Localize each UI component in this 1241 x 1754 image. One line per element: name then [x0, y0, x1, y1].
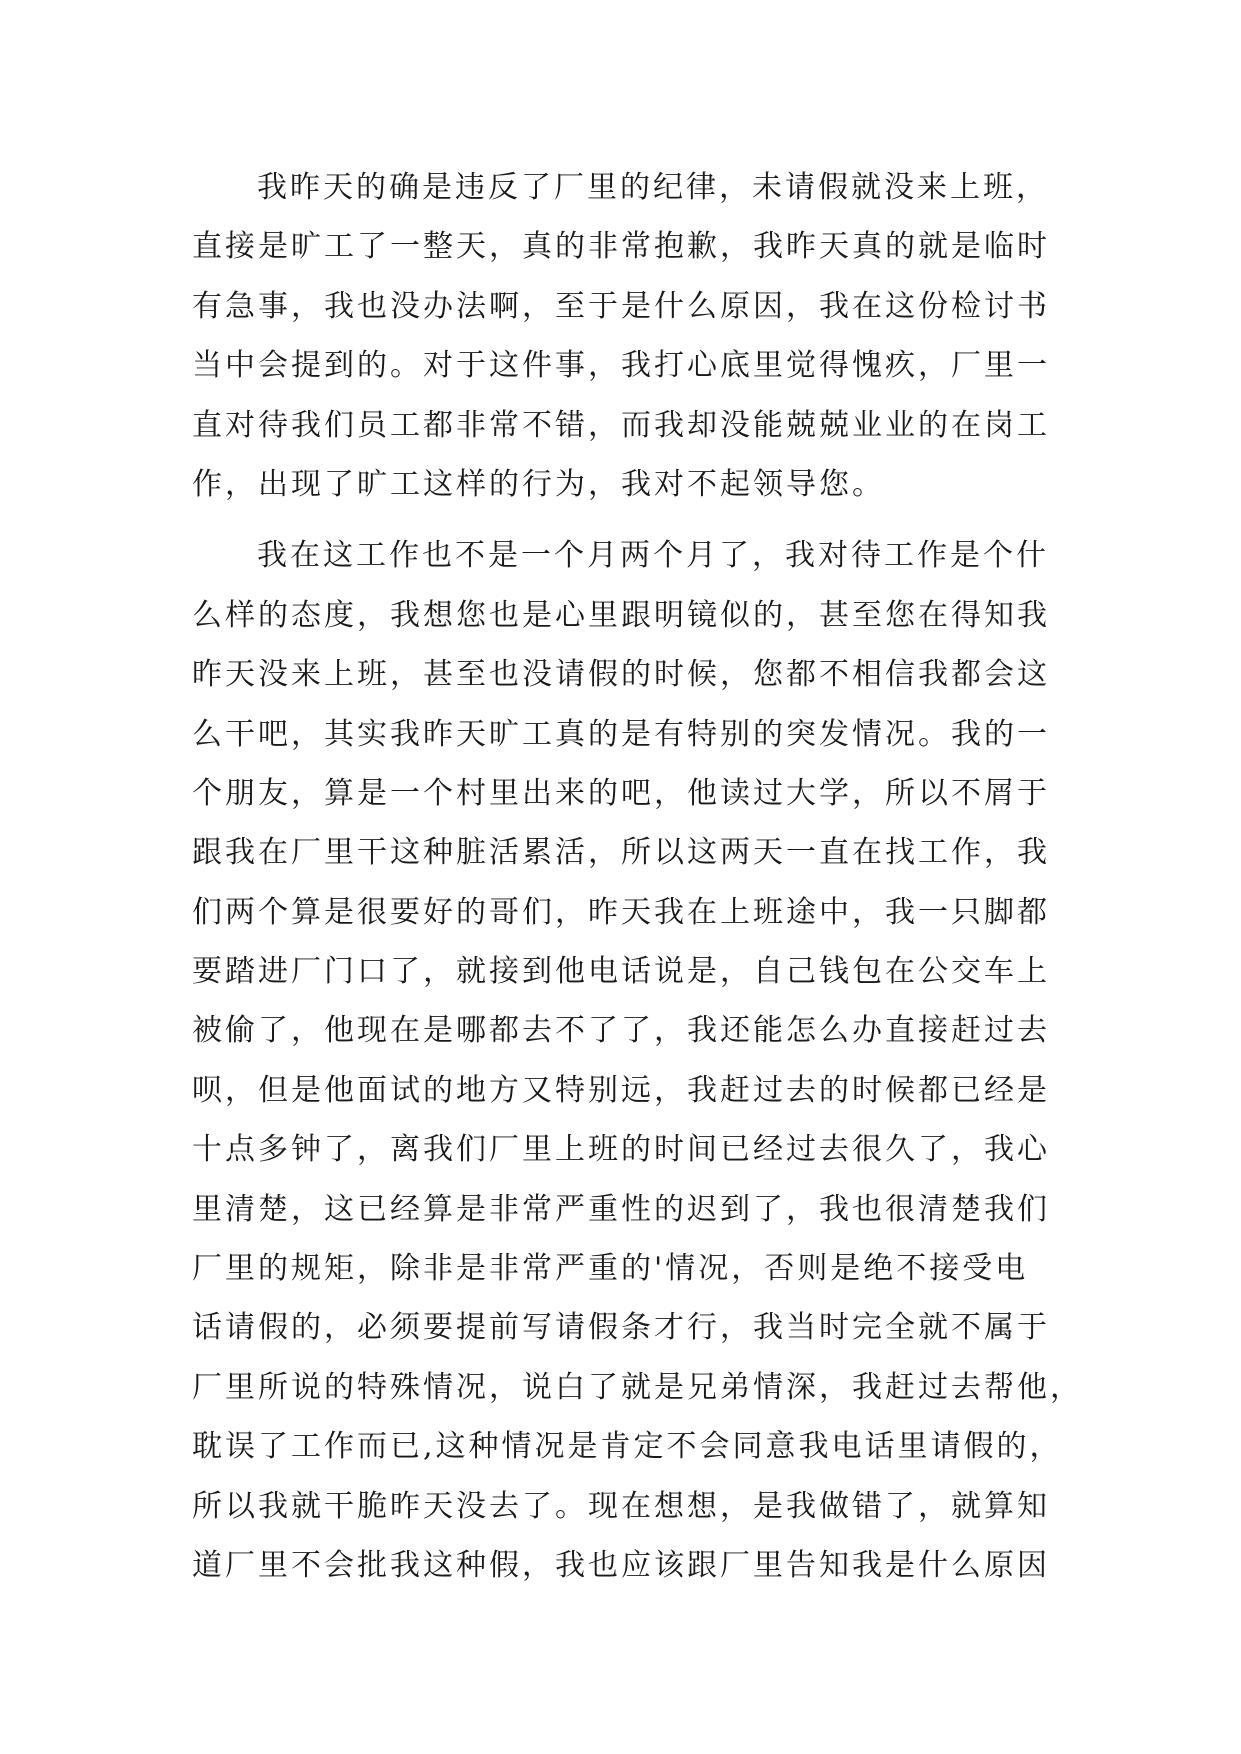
text-line: 要踏进厂门口了，就接到他电话说是，自己钱包在公交车上 — [192, 954, 1050, 990]
text-line: 厂里所说的特殊情况，说白了就是兄弟情深，我赶过去帮他， — [192, 1369, 1083, 1405]
text-line: 有急事，我也没办法啊，至于是什么原因，我在这份检讨书 — [192, 288, 1050, 324]
text-line: 被偷了，他现在是哪都去不了了，我还能怎么办直接赶过去 — [192, 1013, 1050, 1049]
text-line: 所以我就干脆昨天没去了。现在想想，是我做错了，就算知 — [192, 1488, 1050, 1524]
text-line: 么干吧，其实我昨天旷工真的是有特别的突发情况。我的一 — [192, 716, 1050, 752]
text-line: 昨天没来上班，甚至也没请假的时候，您都不相信我都会这 — [192, 657, 1050, 693]
text-line: 耽误了工作而已,这种情况是肯定不会同意我电话里请假的， — [192, 1429, 1063, 1465]
text-line: 个朋友，算是一个村里出来的吧，他读过大学，所以不屑于 — [192, 775, 1050, 811]
text-line: 么样的态度，我想您也是心里跟明镜似的，甚至您在得知我 — [192, 597, 1050, 633]
paragraph-2 — [192, 526, 1083, 1595]
text-line: 我在这工作也不是一个月两个月了，我对待工作是个什 — [257, 538, 1049, 574]
text-line: 呗，但是他面试的地方又特别远，我赶过去的时候都已经是 — [192, 1072, 1050, 1108]
text-line: 话请假的，必须要提前写请假条才行，我当时完全就不属于 — [192, 1310, 1050, 1346]
document-body — [192, 158, 1083, 1595]
text-line: 们两个算是很要好的哥们，昨天我在上班途中，我一只脚都 — [192, 894, 1050, 930]
paragraph-1 — [192, 158, 1052, 514]
text-line: 里清楚，这已经算是非常严重性的迟到了，我也很清楚我们 — [192, 1191, 1050, 1227]
text-line: 我昨天的确是违反了厂里的纪律，未请假就没来上班， — [257, 170, 1049, 205]
text-line: 厂里的规矩，除非是非常严重的'情况，否则是绝不接受电 — [192, 1251, 1029, 1287]
text-line: 当中会提到的。对于这件事，我打心底里觉得愧疚，厂里一 — [192, 348, 1050, 384]
paragraph-gap — [192, 514, 1052, 526]
text-line: 直接是旷工了一整天，真的非常抱歉，我昨天真的就是临时 — [192, 229, 1050, 265]
text-line: 直对待我们员工都非常不错，而我却没能兢兢业业的在岗工 — [192, 407, 1050, 443]
text-line: 跟我在厂里干这种脏活累活，所以这两天一直在找工作，我 — [192, 835, 1050, 871]
text-line: 十点多钟了，离我们厂里上班的时间已经过去很久了，我心 — [192, 1132, 1050, 1168]
text-line: 作，出现了旷工这样的行为，我对不起领导您。 — [192, 466, 885, 502]
text-line: 道厂里不会批我这种假，我也应该跟厂里告知我是什么原因 — [192, 1547, 1050, 1583]
